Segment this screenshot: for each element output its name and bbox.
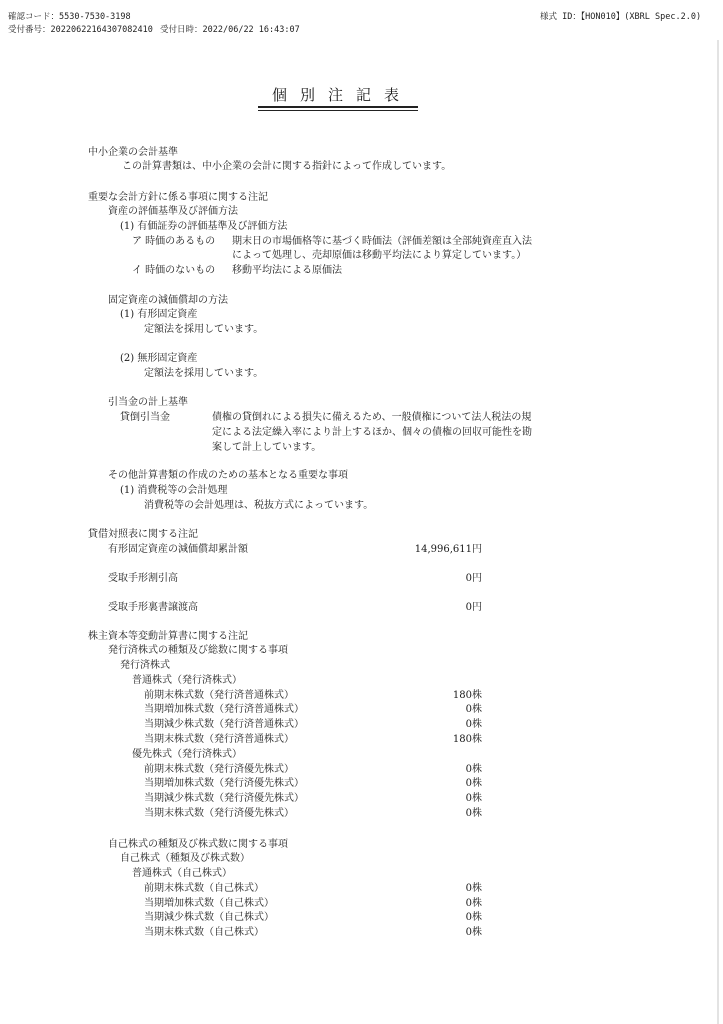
page-title: 個別注記表 [258,88,418,108]
preferred-shares-label: 優先株式（発行済株式） [132,749,242,760]
share-row-label: 当期増加株式数（発行済普通株式） [144,704,304,715]
share-row-label: 前期末株式数（発行済優先株式） [144,764,294,775]
other-heading: その他計算書類の作成のための基本となる重要な事項 [108,470,348,481]
form-id: 様式 ID：【HON010】(XBRL Spec.2.0) [540,12,702,22]
share-row-value: 0株 [465,764,482,775]
tangible-assets-item: (1) 有形固定資産 [120,309,198,320]
policies-heading: 重要な会計方針に係る事項に関する注記 [88,192,268,203]
bad-debt-text-2: 定による法定繰入率により計上するほか、個々の債権の回収可能性を勘 [212,427,532,438]
share-row-label: 当期減少株式数（発行済優先株式） [144,793,304,804]
intangible-assets-text: 定額法を採用しています。 [144,368,264,379]
issued-shares-heading: 発行済株式の種類及び総数に関する事項 [108,645,288,656]
bad-debt-text-1: 債権の貸倒れによる損失に備えるため、一般債権について法人税法の規 [212,412,532,423]
securities-item: (1) 有価証券の評価基準及び評価方法 [120,221,288,232]
treasury-row-value: 0株 [465,912,482,923]
scan-edge [717,40,719,1024]
allowance-heading: 引当金の計上基準 [108,397,188,408]
share-row-value: 180株 [452,734,482,745]
treasury-row-label: 当期末株式数（自己株式） [144,927,264,938]
tangible-assets-text: 定額法を採用しています。 [144,324,264,335]
market-value-text-2: によって処理し、売却原価は移動平均法により算定しています。） [232,250,527,261]
treasury-row-label: 前期末株式数（自己株式） [144,883,264,894]
share-row-value: 180株 [452,690,482,701]
confirm-code: 確認コード：5530-7530-3198 [8,12,131,22]
share-row-label: 当期増加株式数（発行済優先株式） [144,778,304,789]
balance-row-label: 受取手形裏書譲渡高 [108,602,198,613]
share-row-label: 当期減少株式数（発行済普通株式） [144,719,304,730]
common-shares-label: 普通株式（発行済株式） [132,675,242,686]
share-row-label: 前期末株式数（発行済普通株式） [144,690,294,701]
treasury-row-value: 0株 [465,883,482,894]
market-value-text-1: 期末日の市場価格等に基づく時価法（評価差額は全部純資産直入法 [232,236,532,247]
treasury-row-value: 0株 [465,898,482,909]
share-row-value: 0株 [465,778,482,789]
consumption-tax-item: (1) 消費税等の会計処理 [120,485,228,496]
balance-heading: 貸借対照表に関する注記 [88,529,198,540]
sme-heading: 中小企業の会計基準 [88,147,178,158]
balance-row-value: 14,996,611円 [414,544,482,555]
asset-valuation-heading: 資産の評価基準及び評価方法 [108,206,238,217]
treasury-heading: 自己株式の種類及び株式数に関する事項 [108,839,288,850]
equity-heading: 株主資本等変動計算書に関する注記 [88,631,248,642]
share-row-label: 当期末株式数（発行済普通株式） [144,734,294,745]
no-market-value-text: 移動平均法による原価法 [232,265,342,276]
balance-row-value: 0円 [465,602,482,613]
balance-row-label: 受取手形割引高 [108,573,178,584]
share-row-value: 0株 [465,793,482,804]
depreciation-heading: 固定資産の減価償却の方法 [108,295,228,306]
bad-debt-label: 貸倒引当金 [120,412,170,423]
share-row-label: 当期末株式数（発行済優先株式） [144,808,294,819]
treasury-row-label: 当期増加株式数（自己株式） [144,898,274,909]
consumption-tax-text: 消費税等の会計処理は、税抜方式によっています。 [144,500,374,511]
share-row-value: 0株 [465,808,482,819]
market-value-label: ア 時価のあるもの [132,236,216,247]
treasury-row-label: 当期減少株式数（自己株式） [144,912,274,923]
balance-row-label: 有形固定資産の減価償却累計額 [108,544,248,555]
share-row-value: 0株 [465,704,482,715]
issued-shares-sub: 発行済株式 [120,660,170,671]
intangible-assets-item: (2) 無形固定資産 [120,353,198,364]
share-row-value: 0株 [465,719,482,730]
balance-row-value: 0円 [465,573,482,584]
sme-text: この計算書類は、中小企業の会計に関する指針によって作成しています。 [122,161,452,172]
receipt-datetime: 受付日時：2022/06/22 16:43:07 [160,25,300,35]
treasury-sub: 自己株式（種類及び株式数） [120,853,250,864]
receipt-number: 受付番号：20220622164307082410 [8,25,153,35]
no-market-value-label: イ 時価のないもの [132,265,216,276]
bad-debt-text-3: 案して計上しています。 [212,442,322,453]
treasury-common-label: 普通株式（自己株式） [132,868,232,879]
treasury-row-value: 0株 [465,927,482,938]
